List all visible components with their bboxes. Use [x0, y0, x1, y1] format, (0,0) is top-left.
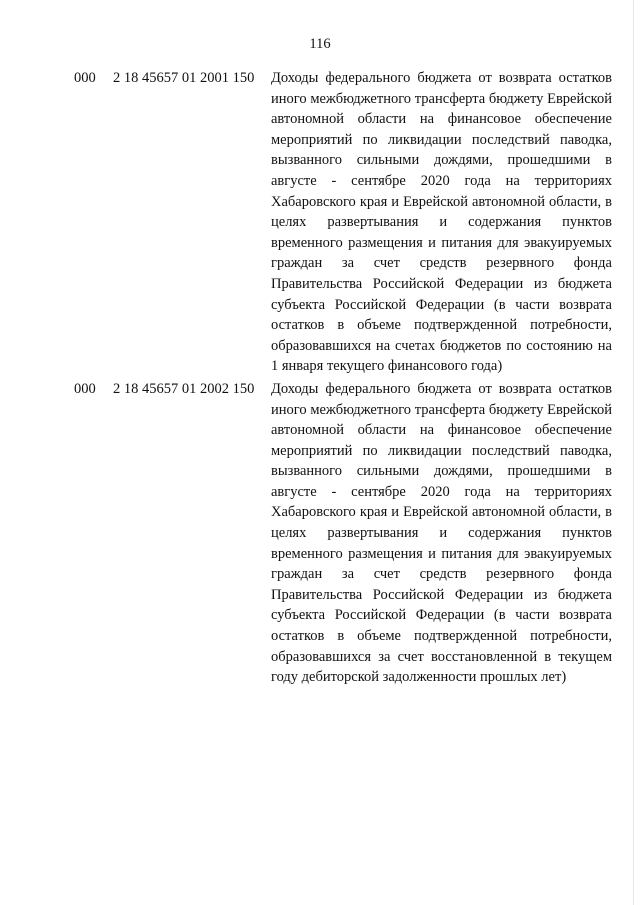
budget-code-entry — [0, 379, 640, 688]
budget-code-entry — [0, 68, 640, 377]
income-description: Доходы федерального бюджета от возврата остатков иного межбюджетного трансферта бюджету Еврейской автономной области на финансовое обеспечение мероприятий по ликвидации последствий паводка, вызванного сильными дождями, прошедшими в августе - сентябре 2020 года на территориях Хабаровского края и Еврейской автономной области, в целях развертывания и содержания пунктов временного размещения и питания для эвакуируемых граждан за счет средств резервного фонда Правительства Российской Федерации из бюджета субъекта Российской Федерации (в части возврата остатков в объеме подтвержденной потребности, образовавшихся за счет восстановленной в текущем году дебиторской задолженности прошлых лет) — [271, 380, 612, 686]
income-description: Доходы федерального бюджета от возврата остатков иного межбюджетного трансферта бюджету Еврейской автономной области на финансовое обеспечение мероприятий по ликвидации последствий паводка, вызванного сильными дождями, прошедшими в августе - сентябре 2020 года на территориях Хабаровского края и Еврейской автономной области, в целях развертывания и содержания пунктов временного размещения и питания для эвакуируемых граждан за счет средств резервного фонда Правительства Российской Федерации из бюджета субъекта Российской Федерации (в части возврата остатков в объеме подтвержденной потребности, образовавшихся на счетах бюджетов по состоянию на 1 января текущего финансового года) — [271, 70, 612, 375]
budget-classification-code: 2 18 45657 01 2002 150 — [113, 380, 255, 397]
admin-code: 000 — [74, 380, 96, 397]
admin-code: 000 — [74, 70, 96, 86]
scan-edge-line — [633, 0, 634, 905]
budget-classification-code: 2 18 45657 01 2001 150 — [113, 70, 255, 86]
page-number: 116 — [309, 36, 331, 52]
budget-code-list — [0, 68, 640, 690]
